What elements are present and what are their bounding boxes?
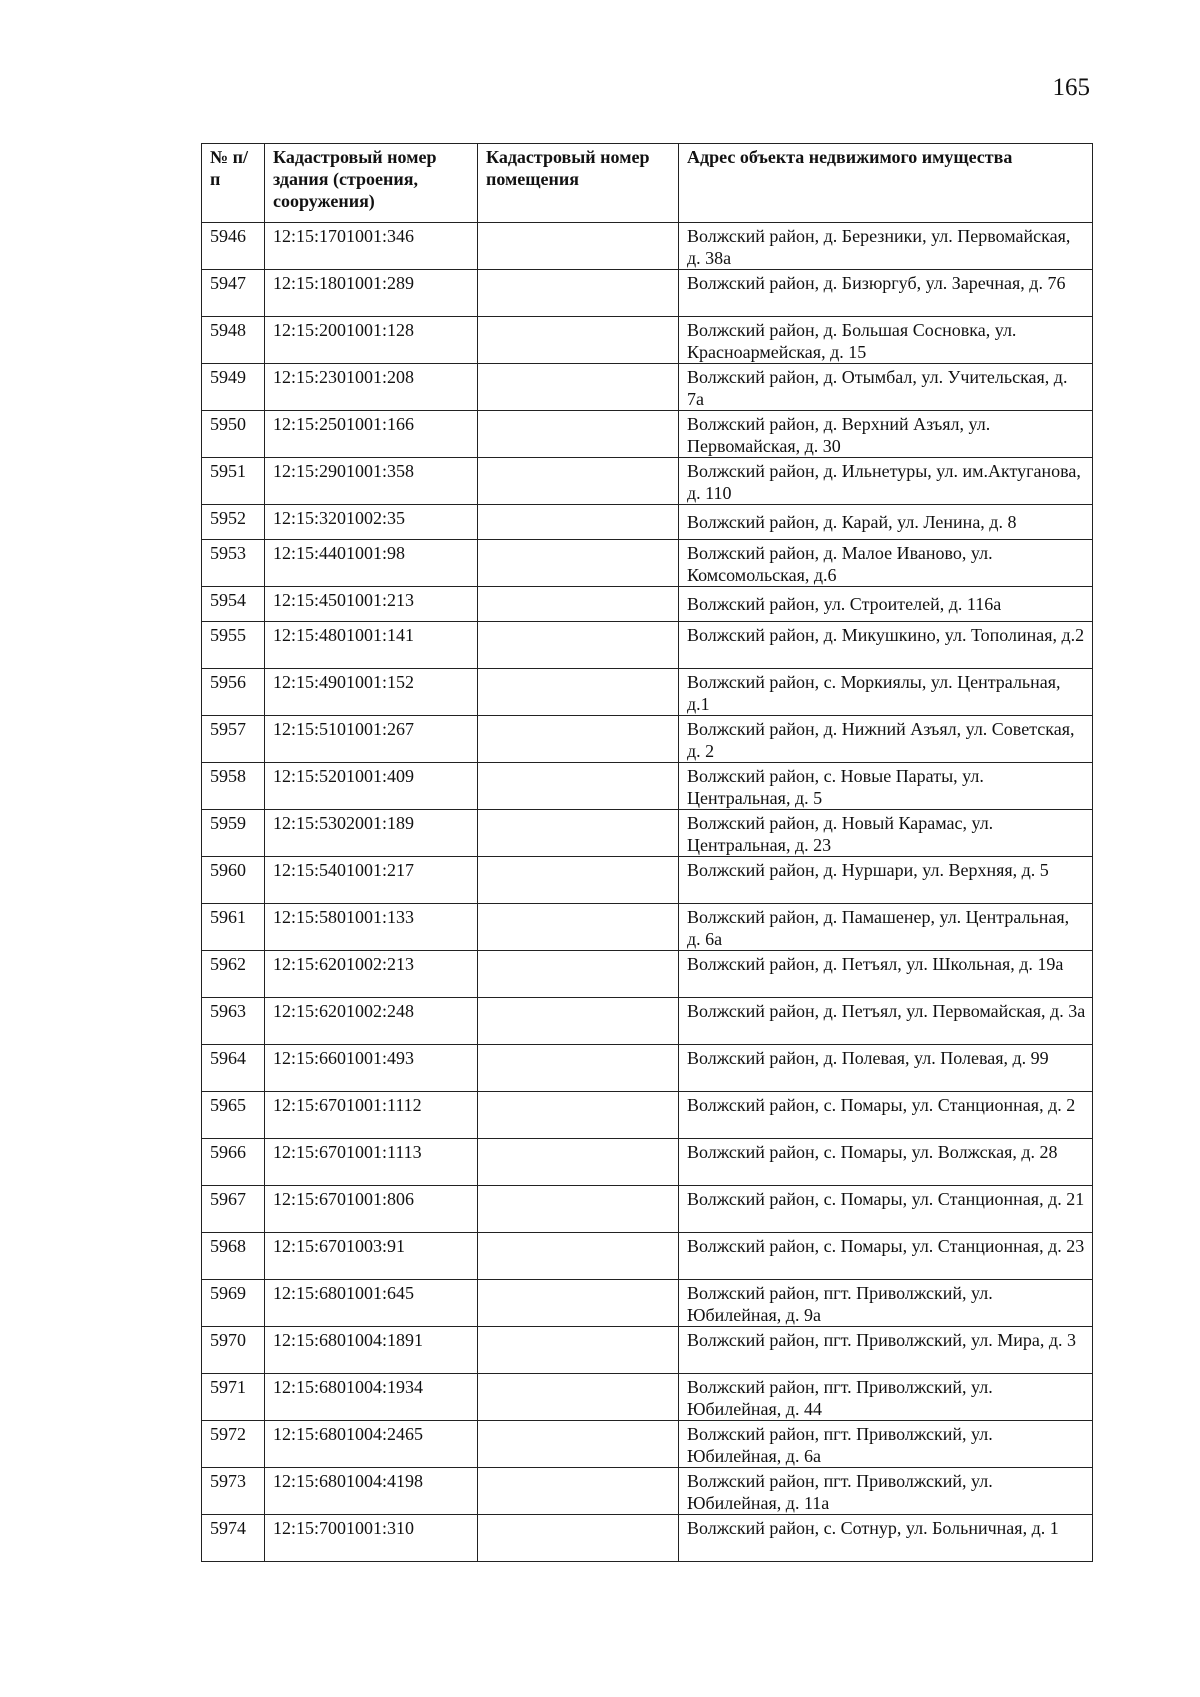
table-row <box>202 505 1093 540</box>
row-building-cadastral: 12:15:1801001:289 <box>265 270 478 317</box>
row-building-cadastral: 12:15:2901001:358 <box>265 458 478 505</box>
header-room-cadastral: Кадастровый номер помещения <box>478 144 679 223</box>
table-row <box>202 951 1093 998</box>
table-row <box>202 669 1093 716</box>
row-room-cadastral <box>478 458 679 505</box>
row-number: 5952 <box>202 505 265 540</box>
table-body <box>202 223 1093 1562</box>
row-building-cadastral: 12:15:6601001:493 <box>265 1045 478 1092</box>
row-number: 5974 <box>202 1515 265 1562</box>
row-number: 5961 <box>202 904 265 951</box>
row-room-cadastral <box>478 505 679 540</box>
row-address: Волжский район, д. Верхний Азъял, ул. Первомайская, д. 30 <box>679 411 1093 458</box>
row-building-cadastral: 12:15:6701001:1113 <box>265 1139 478 1186</box>
row-address: Волжский район, д. Отымбал, ул. Учительская, д. 7а <box>679 364 1093 411</box>
row-number: 5950 <box>202 411 265 458</box>
row-address: Волжский район, д. Ильнетуры, ул. им.Актуганова, д. 110 <box>679 458 1093 505</box>
row-room-cadastral <box>478 810 679 857</box>
row-number: 5947 <box>202 270 265 317</box>
row-room-cadastral <box>478 669 679 716</box>
header-address: Адрес объекта недвижимого имущества <box>679 144 1093 223</box>
row-room-cadastral <box>478 998 679 1045</box>
table-row <box>202 270 1093 317</box>
row-room-cadastral <box>478 857 679 904</box>
row-room-cadastral <box>478 904 679 951</box>
row-number: 5965 <box>202 1092 265 1139</box>
row-number: 5946 <box>202 223 265 270</box>
row-room-cadastral <box>478 1468 679 1515</box>
row-building-cadastral: 12:15:4501001:213 <box>265 587 478 622</box>
row-building-cadastral: 12:15:6701001:1112 <box>265 1092 478 1139</box>
table-row <box>202 1092 1093 1139</box>
row-room-cadastral <box>478 1515 679 1562</box>
table-row <box>202 1468 1093 1515</box>
row-building-cadastral: 12:15:5801001:133 <box>265 904 478 951</box>
table-row <box>202 810 1093 857</box>
row-building-cadastral: 12:15:6701001:806 <box>265 1186 478 1233</box>
row-address: Волжский район, ул. Строителей, д. 116а <box>679 587 1093 622</box>
row-number: 5966 <box>202 1139 265 1186</box>
row-address: Волжский район, д. Малое Иваново, ул. Комсомольская, д.6 <box>679 540 1093 587</box>
table-row <box>202 223 1093 270</box>
row-address: Волжский район, с. Помары, ул. Станционная, д. 2 <box>679 1092 1093 1139</box>
row-address: Волжский район, д. Карай, ул. Ленина, д. 8 <box>679 505 1093 540</box>
table-row <box>202 587 1093 622</box>
row-address: Волжский район, с. Новые Параты, ул. Центральная, д. 5 <box>679 763 1093 810</box>
row-number: 5971 <box>202 1374 265 1421</box>
row-room-cadastral <box>478 1186 679 1233</box>
row-number: 5964 <box>202 1045 265 1092</box>
table-row <box>202 1374 1093 1421</box>
table-row <box>202 458 1093 505</box>
row-building-cadastral: 12:15:5401001:217 <box>265 857 478 904</box>
row-building-cadastral: 12:15:4801001:141 <box>265 622 478 669</box>
header-building-cadastral: Кадастровый номер здания (строения, сооружения) <box>265 144 478 223</box>
row-building-cadastral: 12:15:6201002:213 <box>265 951 478 998</box>
row-building-cadastral: 12:15:5101001:267 <box>265 716 478 763</box>
row-building-cadastral: 12:15:6701003:91 <box>265 1233 478 1280</box>
property-table <box>201 143 1093 1562</box>
row-address: Волжский район, с. Помары, ул. Волжская, д. 28 <box>679 1139 1093 1186</box>
row-building-cadastral: 12:15:6801004:4198 <box>265 1468 478 1515</box>
row-address: Волжский район, д. Бизюргуб, ул. Заречная, д. 76 <box>679 270 1093 317</box>
table-row <box>202 1186 1093 1233</box>
row-room-cadastral <box>478 1327 679 1374</box>
row-number: 5968 <box>202 1233 265 1280</box>
row-address: Волжский район, с. Моркиялы, ул. Центральная, д.1 <box>679 669 1093 716</box>
row-number: 5972 <box>202 1421 265 1468</box>
table-row <box>202 411 1093 458</box>
row-room-cadastral <box>478 622 679 669</box>
row-building-cadastral: 12:15:5302001:189 <box>265 810 478 857</box>
row-room-cadastral <box>478 1421 679 1468</box>
row-number: 5948 <box>202 317 265 364</box>
table-row <box>202 716 1093 763</box>
row-room-cadastral <box>478 317 679 364</box>
row-building-cadastral: 12:15:6801001:645 <box>265 1280 478 1327</box>
row-address: Волжский район, пгт. Приволжский, ул. Юбилейная, д. 6а <box>679 1421 1093 1468</box>
row-building-cadastral: 12:15:6201002:248 <box>265 998 478 1045</box>
row-number: 5973 <box>202 1468 265 1515</box>
table-row <box>202 904 1093 951</box>
row-number: 5958 <box>202 763 265 810</box>
row-building-cadastral: 12:15:4901001:152 <box>265 669 478 716</box>
row-number: 5970 <box>202 1327 265 1374</box>
table-row <box>202 1139 1093 1186</box>
table-row <box>202 622 1093 669</box>
row-room-cadastral <box>478 364 679 411</box>
row-address: Волжский район, д. Памашенер, ул. Центральная, д. 6а <box>679 904 1093 951</box>
row-address: Волжский район, д. Березники, ул. Первомайская, д. 38а <box>679 223 1093 270</box>
row-address: Волжский район, пгт. Приволжский, ул. Мира, д. 3 <box>679 1327 1093 1374</box>
row-building-cadastral: 12:15:2301001:208 <box>265 364 478 411</box>
row-room-cadastral <box>478 1092 679 1139</box>
row-address: Волжский район, д. Нуршари, ул. Верхняя, д. 5 <box>679 857 1093 904</box>
row-address: Волжский район, пгт. Приволжский, ул. Юбилейная, д. 9а <box>679 1280 1093 1327</box>
row-number: 5969 <box>202 1280 265 1327</box>
header-number: № п/п <box>202 144 265 223</box>
row-building-cadastral: 12:15:6801004:2465 <box>265 1421 478 1468</box>
row-address: Волжский район, с. Сотнур, ул. Больничная, д. 1 <box>679 1515 1093 1562</box>
row-room-cadastral <box>478 1045 679 1092</box>
row-building-cadastral: 12:15:6801004:1934 <box>265 1374 478 1421</box>
row-room-cadastral <box>478 763 679 810</box>
page-number: 165 <box>1052 74 1090 101</box>
table-row <box>202 1045 1093 1092</box>
row-address: Волжский район, пгт. Приволжский, ул. Юбилейная, д. 11а <box>679 1468 1093 1515</box>
row-room-cadastral <box>478 223 679 270</box>
row-building-cadastral: 12:15:6801004:1891 <box>265 1327 478 1374</box>
table-row <box>202 1233 1093 1280</box>
table-row <box>202 763 1093 810</box>
row-building-cadastral: 12:15:7001001:310 <box>265 1515 478 1562</box>
row-number: 5962 <box>202 951 265 998</box>
row-room-cadastral <box>478 270 679 317</box>
row-room-cadastral <box>478 716 679 763</box>
row-number: 5960 <box>202 857 265 904</box>
row-building-cadastral: 12:15:4401001:98 <box>265 540 478 587</box>
table-row <box>202 540 1093 587</box>
row-number: 5949 <box>202 364 265 411</box>
row-room-cadastral <box>478 1233 679 1280</box>
row-address: Волжский район, д. Большая Сосновка, ул. Красноармейская, д. 15 <box>679 317 1093 364</box>
table-row <box>202 1421 1093 1468</box>
table-row <box>202 1327 1093 1374</box>
row-room-cadastral <box>478 411 679 458</box>
row-number: 5955 <box>202 622 265 669</box>
row-building-cadastral: 12:15:1701001:346 <box>265 223 478 270</box>
row-room-cadastral <box>478 587 679 622</box>
row-number: 5951 <box>202 458 265 505</box>
row-address: Волжский район, д. Петъял, ул. Школьная, д. 19а <box>679 951 1093 998</box>
table-row <box>202 998 1093 1045</box>
row-room-cadastral <box>478 1374 679 1421</box>
row-address: Волжский район, д. Нижний Азъял, ул. Советская, д. 2 <box>679 716 1093 763</box>
row-room-cadastral <box>478 951 679 998</box>
row-building-cadastral: 12:15:2501001:166 <box>265 411 478 458</box>
row-number: 5957 <box>202 716 265 763</box>
row-room-cadastral <box>478 1139 679 1186</box>
row-number: 5967 <box>202 1186 265 1233</box>
row-address: Волжский район, д. Новый Карамас, ул. Центральная, д. 23 <box>679 810 1093 857</box>
row-building-cadastral: 12:15:5201001:409 <box>265 763 478 810</box>
table-row <box>202 1280 1093 1327</box>
row-building-cadastral: 12:15:2001001:128 <box>265 317 478 364</box>
row-building-cadastral: 12:15:3201002:35 <box>265 505 478 540</box>
table-row <box>202 317 1093 364</box>
row-room-cadastral <box>478 540 679 587</box>
table-header-row <box>202 144 1093 223</box>
row-address: Волжский район, пгт. Приволжский, ул. Юбилейная, д. 44 <box>679 1374 1093 1421</box>
table-row <box>202 857 1093 904</box>
row-address: Волжский район, д. Петъял, ул. Первомайская, д. 3а <box>679 998 1093 1045</box>
row-address: Волжский район, с. Помары, ул. Станционная, д. 21 <box>679 1186 1093 1233</box>
row-room-cadastral <box>478 1280 679 1327</box>
row-number: 5959 <box>202 810 265 857</box>
row-address: Волжский район, д. Микушкино, ул. Тополиная, д.2 <box>679 622 1093 669</box>
table-row <box>202 364 1093 411</box>
row-number: 5954 <box>202 587 265 622</box>
row-address: Волжский район, с. Помары, ул. Станционная, д. 23 <box>679 1233 1093 1280</box>
table-row <box>202 1515 1093 1562</box>
row-number: 5963 <box>202 998 265 1045</box>
row-number: 5953 <box>202 540 265 587</box>
row-number: 5956 <box>202 669 265 716</box>
row-address: Волжский район, д. Полевая, ул. Полевая, д. 99 <box>679 1045 1093 1092</box>
